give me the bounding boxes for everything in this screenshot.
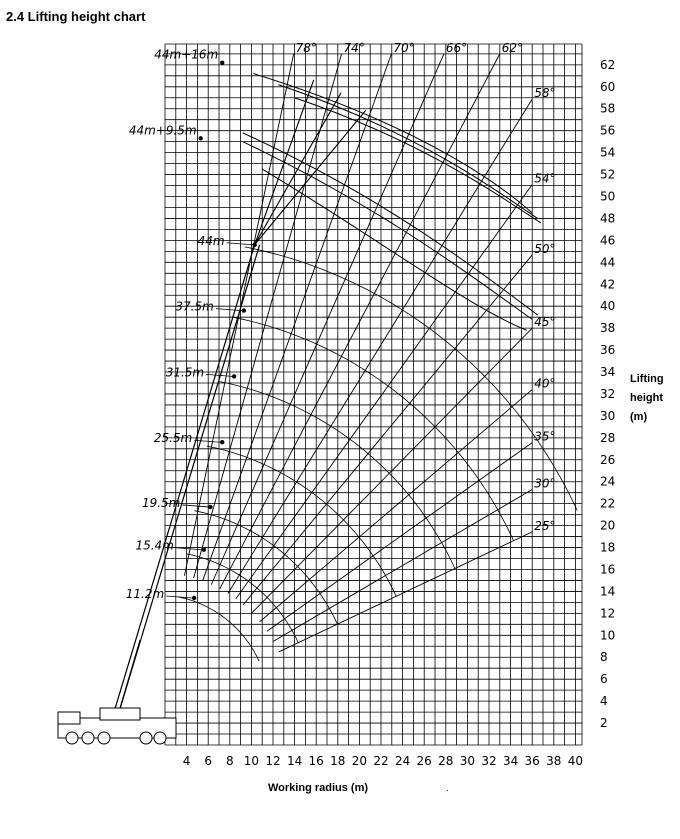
crane-truck <box>58 640 176 744</box>
y-tick-label: 16 <box>600 562 616 577</box>
boom-group <box>115 245 259 708</box>
x-tick-label: 30 <box>459 754 476 768</box>
y-tick-label: 6 <box>600 672 608 687</box>
boom-leader-line <box>216 309 242 311</box>
boom-line <box>115 245 254 708</box>
radius-arc <box>207 446 396 596</box>
y-tick-label: 48 <box>600 211 616 226</box>
jib-working-curve <box>254 74 533 213</box>
y-tick-label: 8 <box>600 650 608 665</box>
boom-length-label: 19.5m <box>141 495 181 510</box>
angle-label: 78° <box>295 40 317 55</box>
y-tick-label: 32 <box>600 386 616 401</box>
x-tick-label: 12 <box>265 754 281 768</box>
grid <box>165 44 582 745</box>
angle-label: 54° <box>534 171 556 186</box>
y-tick-label: 52 <box>600 167 616 182</box>
y-tick-label: 34 <box>600 365 616 380</box>
angle-line <box>279 532 532 652</box>
y-tick-label: 40 <box>600 299 616 314</box>
boom-length-label: 15.4m <box>135 538 174 553</box>
y-tick-label: 44 <box>600 255 616 270</box>
x-tick-label: 8 <box>225 754 234 768</box>
boom-leader-line <box>166 596 192 598</box>
y-tick-label: 4 <box>600 694 608 709</box>
angle-label: 74° <box>343 40 365 55</box>
boom-length-label: 44m <box>197 233 225 248</box>
x-tick-label: 14 <box>286 754 303 768</box>
x-axis-label: Working radius (m) <box>268 782 369 794</box>
y-tick-label: 12 <box>600 606 616 621</box>
y-tick-label: 24 <box>600 474 616 489</box>
y-tick-label: 2 <box>600 716 608 731</box>
boom-length-label: 31.5m <box>165 365 205 380</box>
angle-label: 62° <box>501 40 524 55</box>
y-tick-label: 42 <box>600 277 616 292</box>
y-axis-label <box>630 370 664 427</box>
y-tick-label: 46 <box>600 233 616 248</box>
x-tick-label: 4 <box>182 754 191 768</box>
boom-length-label: 25.5m <box>153 431 193 446</box>
boom-tip-marker <box>242 308 246 312</box>
boom-tip-marker <box>220 440 224 444</box>
y-tick-label: 18 <box>600 540 616 555</box>
angle-line <box>194 54 342 578</box>
y-axis-label-line-3: (m) <box>630 411 648 423</box>
jib-tip-marker <box>220 60 224 64</box>
truck-wheel <box>82 732 94 744</box>
x-tick-label: 22 <box>373 754 389 768</box>
angle-label: 35° <box>534 429 556 444</box>
y-tick-label: 54 <box>600 145 616 160</box>
boom-leader-line <box>227 243 253 245</box>
truck-wheel <box>154 732 166 744</box>
radius-arc <box>178 597 259 661</box>
angle-label: 66° <box>445 40 468 55</box>
boom-length-label: 11.2m <box>125 587 165 602</box>
jib-working-curve <box>295 98 541 223</box>
boom-line <box>120 245 259 708</box>
jib-working-curve <box>243 133 538 315</box>
y-tick-label: 10 <box>600 628 616 643</box>
x-tick-label: 18 <box>330 754 346 768</box>
y-tick-label: 36 <box>600 343 616 358</box>
x-tick-label: 36 <box>524 754 540 768</box>
y-tick-label: 58 <box>600 101 616 116</box>
y-axis-label-line-2: height <box>630 392 663 404</box>
y-tick-label: 14 <box>600 584 616 599</box>
angle-lines-group <box>184 54 532 652</box>
boom-tip-marker <box>192 596 196 600</box>
y-tick-label: 20 <box>600 518 616 533</box>
angle-label: 25° <box>534 518 556 533</box>
x-tick-label: 34 <box>502 754 519 768</box>
boom-leader-line <box>176 548 202 550</box>
y-axis-label-line-1: Lifting <box>630 373 664 385</box>
x-tick-label: 28 <box>438 754 454 768</box>
angle-label: 58° <box>534 85 556 100</box>
y-tick-label: 56 <box>600 123 616 138</box>
chart-title: 2.4 Lifting height chart <box>6 9 146 24</box>
angle-label: 50° <box>534 241 556 256</box>
angle-label: 70° <box>393 40 415 55</box>
angle-line <box>260 390 532 622</box>
jib-tip-marker <box>198 136 202 140</box>
stray-mark: · <box>446 785 449 795</box>
truck-wheel <box>98 732 110 744</box>
boom-tip-marker <box>232 374 236 378</box>
radius-arc <box>219 382 455 569</box>
angle-labels-group <box>296 41 556 533</box>
truck-wheel <box>140 732 152 744</box>
x-tick-label: 10 <box>243 754 260 768</box>
x-tick-label: 26 <box>416 754 432 768</box>
y-tick-label: 60 <box>600 79 616 94</box>
jib-config-label: 44m+9.5m <box>128 123 197 138</box>
y-tick-label: 38 <box>600 321 616 336</box>
truck-turret <box>100 708 140 720</box>
x-tick-label: 32 <box>481 754 497 768</box>
x-tick-label: 16 <box>308 754 324 768</box>
truck-cab <box>58 712 80 724</box>
boom-leader-line <box>194 440 220 442</box>
boom-tip-marker <box>202 548 206 552</box>
boom-tip-marker <box>208 505 212 509</box>
y-tick-label: 28 <box>600 430 616 445</box>
truck-wheel <box>66 732 78 744</box>
x-tick-label: 20 <box>351 754 368 768</box>
angle-label: 45° <box>534 315 556 330</box>
x-tick-label: 24 <box>394 754 411 768</box>
angle-label: 30° <box>534 476 556 491</box>
boom-length-label: 37.5m <box>175 299 214 314</box>
y-tick-label: 22 <box>600 496 616 511</box>
truck-boom-stub <box>120 640 140 708</box>
x-tick-label: 6 <box>204 754 213 768</box>
x-tick-label: 38 <box>546 754 562 768</box>
y-tick-label: 62 <box>600 57 616 72</box>
y-tick-label: 50 <box>600 189 616 204</box>
y-tick-label: 26 <box>600 452 616 467</box>
y-tick-label: 30 <box>600 408 616 423</box>
radius-arc <box>186 554 298 643</box>
jib-working-curve <box>278 85 537 219</box>
jib-config-label: 44m+16m <box>154 47 219 62</box>
x-tick-label: 40 <box>567 754 584 768</box>
angle-label: 40° <box>534 376 556 391</box>
